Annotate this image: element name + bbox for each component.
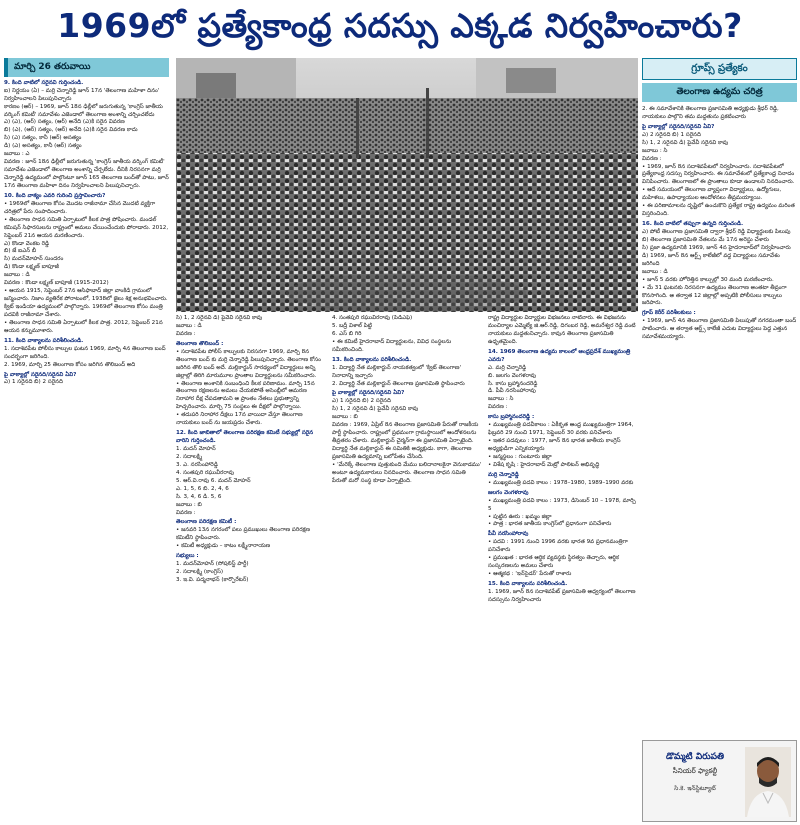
body-text: సి) 1, 2 సరైనవి డి) పైవేవీ సరైనవి కావు (332, 406, 419, 413)
body-text: • జనవరి 13న నగరంలో పలు ప్రముఖులు తెలంగాణ పరిరక్షణ కమిటీని స్థాపించారు. (176, 527, 311, 542)
question-text: 15. కింది వాక్యాలను పరిశీలించండి. (488, 581, 568, 587)
lower-article-columns (176, 315, 638, 825)
body-text: 4. సంతపురి రఘువీరరావు (పీడీఎఫ్) (332, 315, 413, 321)
author-photo (745, 747, 791, 817)
body-text: 2. సదాలక్ష్మి (176, 453, 203, 460)
body-text: 3. ఇ.వి. పద్మనాభన్ (కార్పొరేటర్) (176, 577, 249, 583)
question-text: పీవీ నరసింహారావు (488, 531, 529, 538)
body-text: 6. ఎస్ బి గిరి (332, 330, 362, 337)
author-avatar (745, 747, 791, 817)
body-text: ఎ) 2 సరైనది బి) 1 సరైనది (642, 131, 701, 138)
body-text: ఐ) నిర్ణయం (ఏ) – మర్రి చెన్నారెడ్డి జూన్ 17న 'తెలంగాణ మహిళా దినం' నిర్వహించాలని పిలుపునిచ్చారు (4, 87, 160, 102)
column-two-text (176, 315, 326, 585)
body-text: సి) ప్రజా ఉద్యమానికి 1969, జూన్ 4న హైదరాబాద్‌లో నిర్వహించారు (642, 244, 791, 251)
answer-text: జవాబు : డి (4, 272, 30, 279)
body-text: • సదాశివపేట పోలీస్ కాల్పులకు నిరసనగా 1969, మార్చి 8న తెలంగాణ బంద్ కు మర్రి చెన్నారెడ్డి పిలుపునిచ్చారు. తెలంగాణ కోసం జరిగిన తొలి బంద్ అదే. మల్లికార్జున్ సారథ్యంలో విద్యార్థులు అన్ని జిల్లాల్లో తిరిగి మారుమూల ప్రాంతాల విద్యార్థులను సమీకరించారు. (176, 348, 321, 379)
body-text: • కమిటీ అధ్యక్షుడు – కాటం లక్ష్మీనారాయణ (176, 543, 271, 550)
body-text: ఎ. మర్రి చెన్నారెడ్డి (488, 364, 527, 371)
body-text: 2. విద్యార్థి నేత మల్లికార్జున్ తెలంగాణ ప్రజాసమితి స్థాపించారు (332, 380, 465, 387)
body-text: బి) (ఎ), (ఆర్) సత్యం, (ఆర్) అనేది (ఎ)కి సరైన వివరణ కాదు (4, 127, 138, 134)
column-one (4, 58, 169, 825)
body-text: వివరణ : 1969, ఏప్రిల్ 8న తెలంగాణ ప్రజాసమితి పేరుతో రాజకీయ పార్టీ స్థాపించారు. రాష్ట్రంలో ప్రథమంగా గ్రామస్థాయిలో ఆందోళనలను తీవ్రతరం చేశారు. మల్లికార్జున్ చైర్మన్‌గా ఈ ప్రజాసమితి ఏర్పాటైంది. విద్యార్థి నేత మల్లికార్జున్ ఈ సమితికి అధ్యక్షుడు. కాగా, తెలంగాణ ప్రజాసమితి ఉద్యమాన్ని బలోపేతం చేసింది. (332, 422, 479, 460)
body-text: వివరణ : (176, 509, 196, 516)
body-text: • ఆదే సమయంలో తెలంగాణ వ్యాప్తంగా విద్యార్థులు, ఉద్యోగులు, మహిళలు, ఉపాధ్యాయుల ఆందోళనలు తీవ్రమయ్యాయి. (642, 187, 782, 202)
body-text: • ప్రముఖత : భారత ఆర్థిక వ్యవస్థకు స్థిరత్వం తెచ్చారు, ఆర్థిక సంస్కరణలను అమలు చేశారు (488, 555, 619, 570)
body-text: ఎ) కొండా వెంకట రెడ్డి (4, 240, 50, 247)
body-text: • విశేష కృషి : హైదరాబాద్ మెట్రో పాలిటన్ అభివృద్ధి (488, 461, 600, 468)
body-text: 1. 1969, జూన్ 8న సదాశివపేట్ ప్రజాసమితి ఆధ్వర్యంలో తెలంగాణ సదస్సును నిర్వహించారు (488, 588, 636, 603)
body-text: వివరణ : (176, 330, 196, 337)
question-text: 10. కింది వాక్యం ఎవరి గురించి ప్రస్తావించారు? (4, 192, 106, 199)
body-text: • 1969, జూన్ 8న సదాశివపేటలో నిర్వహించారు. సదాశివపేటలో ప్రత్యేకాంధ్ర సదస్సు నిర్వహించారు. ఈ సమావేశంలో ప్రత్యేకాంధ్ర నినాదం వినిపించారు. తెలంగాణలో ఈ ప్రాంతాలు కూడా ఉండాలని నినదించారు. (642, 163, 795, 186)
answer-text: జవాబు : డి (642, 268, 668, 275)
body-text: డి. పీవీ నరసింహారావు (488, 388, 536, 395)
body-text: సి) (ఎ) సత్యం, కానీ (ఆర్) అసత్యం (4, 135, 82, 142)
body-text: • తదుపరి నిరాహార దీక్షలు 17న వాయిదా వేస్తూ తెలంగాణ నాయకులు బంద్ ను జయప్రదం చేశారు. (176, 412, 303, 427)
body-text: • ఈ పరిణామాలను దృష్టిలో ఉంచుకొని ప్రత్యేక రాష్ట్ర ఉద్యమం మరింత విస్తరించింది. (642, 203, 795, 218)
body-text: సి. 3, 4, 6 డి. 5, 6 (176, 493, 222, 500)
body-text: • 1969, జూన్ 4న తెలంగాణ ప్రజాసమితి పిలుపుతో నగరమంతా బంద్ పాటించారు. ఆ తర్వాత ఆర్ట్స్ కాలేజీ ఎదుట విద్యార్థులు పెద్ద ఎత్తున సమావేశమయ్యారు. (642, 318, 797, 341)
continuation-date-label: మార్చి 26 తరువాయి (4, 58, 169, 77)
body-text: 1. మదన్‌మోహన్ (సోషలిస్ట్ పార్టీ) (176, 561, 249, 568)
body-text: 4. సంతపురి రఘువీరరావు (176, 469, 235, 476)
answer-text: జవాబు : బి (176, 501, 202, 508)
question-text: పై వాక్యాల్లో సరైనది/సరైనవి ఏవి? (332, 390, 405, 397)
body-text: • పాత్ర : భారత జాతీయ కాంగ్రెస్‌లో ప్రధానంగా పనిచేశారు (488, 521, 612, 528)
body-text: • మే 31 ఘటనకు నిరసనగా ఉద్యమం తెలంగాణ అంతటా తీవ్రంగా కొనసాగింది. ఆ తర్వాత 12 జిల్లాల్లో అప్పటికి పోలీసులు కాల్పులు జరిపారు. (642, 284, 787, 307)
question-text: పై వాక్యాల్లో సరైనది/సరైనవి ఏవి? (642, 123, 715, 130)
author-organization: సి.కె. ఇన్‌స్టిట్యూట్ (674, 785, 716, 792)
body-text: సి) 1, 2 సరైనవి డి) పైవేవీ సరైనవి కావు (176, 315, 263, 321)
column-three (332, 315, 482, 825)
body-text: 5. బద్రీ విశాల్ పిట్టి (332, 322, 372, 329)
page-headline: 1969లో ప్రత్యేకాంధ్ర సదస్సు ఎక్కడ నిర్వహించారు? (57, 6, 743, 45)
column-four-text (488, 315, 638, 605)
body-text: • పుట్టిన ఊరు : ఖమ్మం జిల్లా (488, 513, 552, 520)
answer-text: జవాబు : సి (488, 396, 514, 403)
body-text: సి. కాసు బ్రహ్మానందరెడ్డి (488, 380, 538, 387)
body-text: • తెలంగాణ సాధన సమితి ఏర్పాటులో కీలక పాత్ర. 2012, సెప్టెంబర్ 21న ఆయన కన్నుమూశారు. (4, 319, 163, 334)
body-text: • జూన్ 5 వరకు హోరెత్తిన కాల్పుల్లో 30 మంది మరణించారు. (642, 276, 774, 283)
question-text: 9. కింది వాటిలో సరైనవి గుర్తించండి. (4, 79, 84, 86)
question-text: మర్రి చెన్నారెడ్డి (488, 471, 519, 478)
question-text: తెలంగాణ పరిరక్షణ కమిటీ : (176, 519, 237, 526)
answer-text: జవాబు : ఎ (4, 151, 30, 158)
column-one-text (4, 80, 169, 388)
body-text: • తెలంగాణ సాధన సమితి ఏర్పాటులో కీలక పాత్ర పోషించారు. మండల్ కమిషన్ సిఫారసులను రాష్ట్రంలో అమలు చేయించేందుకు పోరాడారు. 2012, సెప్టెంబర్ 21న ఆయన మరణించారు. (4, 216, 169, 239)
body-text: సి) మదన్‌మోహన్ సుందరం (4, 256, 64, 263)
body-text: డి) కొండా లక్ష్మణ్ బాపూజీ (4, 264, 59, 271)
question-text: జలగం వెంగళరావు (488, 489, 529, 496)
movement-crowd-photo (176, 58, 638, 312)
body-text: 1. మదన్ మోహన్ (176, 446, 216, 452)
body-text: • పదవి : 1991 నుంచి 1996 వరకు భారత 9వ ప్రధానమంత్రిగా పనిచేశారు (488, 539, 628, 554)
body-text: • ఆత్మకథ : 'ఇన్‌సైడర్' పేరుతో రాశారు (488, 571, 572, 578)
body-text: • ముఖ్యమంత్రి పదవి కాలం : 1973, డిసెంబర్ 10 – 1978, మార్చి 5 (488, 497, 636, 512)
body-text: • ముఖ్యమంత్రి పదవీకాలం : ఏకీకృత ఆంధ్ర ముఖ్యమంత్రిగా 1964, ఫిబ్రవరి 29 నుంచి 1971, సెప్టెంబర్ 30 వరకు పనిచేశారు (488, 422, 634, 437)
body-text: • తెలంగాణ అంశానికి సంబంధించి కీలక పరిణామం. మార్చి 15న తెలంగాణ రక్షణలను అమలు చేయకపోతే అసెంబ్లీలో ఆమరణ నిరాహార దీక్ష చేపడతామని ఆ ప్రాంతం నేతలు ప్రభుత్వాన్ని హెచ్చరించారు. మార్చి 75 సంస్థలు ఈ దీక్షలో పాల్గొన్నాయి. (176, 380, 315, 411)
body-text: ఎ) పోటీ తెలంగాణ ప్రజాసమితి ద్వారా శ్రీధర్ రెడ్డి విధ్యార్థులకు పిలుపు (642, 229, 791, 236)
body-text: ఎ) (ఎ), (ఆర్) సత్యం, (ఆర్) అనేది (ఎ)కి సరైన వివరణ (4, 119, 125, 126)
section-subtitle: తెలంగాణ ఉద్యమ చరిత్ర (642, 83, 797, 102)
question-text: పై వాక్యాల్లో సరైనది/సరైనవి ఏవి? (4, 371, 77, 378)
body-text: బి. జలగం వెంగళరావు (488, 372, 537, 379)
question-text: 12. కింది జాబితాలో తెలంగాణ పరిరక్షణ కమిటీ సభ్యుల్లో సరైన వారిని గుర్తించండి. (176, 430, 313, 445)
body-text: 3. ఎ. నరసింహారెడ్డి (176, 461, 218, 468)
body-text: • ఇతర పదవులు : 1977, జూన్ 8న భారత జాతీయ కాంగ్రెస్ అధ్యక్షుడిగా ఎన్నికయ్యారు (488, 438, 621, 452)
question-text: 13. కింది వాక్యాలను పరిశీలించండి. (332, 356, 412, 363)
column-three-text (332, 315, 482, 486)
body-text: 1. విద్యార్థి నేత మల్లికార్జున్ నాయకత్వంలో 'క్విట్ తెలంగాణ' నినాదాన్ని ఇచ్చారు (332, 364, 461, 379)
body-text: • 'మేరెక్కే తెలంగాణ పుత్తుకుంది మేము బలిదానాలకైనా వెనుకాడము' అంటూ ఉద్యమకారులు నినదించారు. తెలంగాణ సాధన సమితి పేరుతో మరో సంస్థ కూడా ఏర్పాటైంది. (332, 461, 482, 484)
column-four (488, 315, 638, 825)
body-text: • ఆయన 1915, సెప్టెంబర్ 27న ఆసిఫాబాద్ జిల్లా వాంకిడి గ్రామంలో జన్మించారు. నిజాం వ్యతిరేక పోరాటంలో, 1938లో జైలు శిక్ష అనుభవించారు. క్విట్ ఇండియా ఉద్యమంలో పాల్గొన్నారు. 1969లో తెలంగాణ కోసం మంత్రి పదవికి రాజీనామా చేశారు. (4, 288, 168, 318)
body-text: 1. సదాశివపేట పోలీసు కాల్పుల ఘటన 1969, మార్చి 4న తెలంగాణ బంద్ సందర్భంగా జరిగింది. (4, 345, 166, 360)
column-two (176, 315, 326, 825)
body-text: ఎ) 1 సరైనది బి) 2 సరైనది (4, 379, 63, 386)
body-text: 2. ఈ సమావేశానికి తెలంగాణ ప్రజాసమితి అధ్యక్షుడు శ్రీధర్ రెడ్డి, నాయకులు పాల్గొని తమ మద్దతును ప్రకటించారు (642, 105, 779, 120)
question-text: 16. కింది వాటిలో తప్పుగా ఉన్నది గుర్తించండి. (642, 221, 744, 228)
answer-text: జవాబు : సి (642, 147, 668, 154)
body-text: డి) (ఎ) అసత్యం, కానీ (ఆర్) సత్యం (4, 143, 82, 150)
body-text: బి) జే ఐఎన్ బీ (4, 248, 37, 255)
right-column (642, 58, 797, 738)
author-card (642, 740, 797, 822)
body-text: వివరణ : (642, 155, 662, 162)
question-text: 11. కింది వాక్యాలను పరిశీలించండి. (4, 337, 84, 344)
answer-text: జవాబు : డి (176, 322, 202, 329)
body-text: ఎ) 1 సరైనది బి) 2 సరైనది (332, 398, 391, 405)
body-text: డి) 1969, జూన్ 8న ఆర్ట్స్ కాలేజీలో వద్ద విద్యార్థులు సమావేశం జరిగింది (642, 252, 780, 267)
right-column-text (642, 106, 797, 342)
body-text: ఎ. 1, 5, 6 బి. 2, 4, 6 (176, 485, 229, 492)
body-text: 2. సదాలక్ష్మి (కాంగ్రెస్) (176, 569, 224, 576)
body-text: 5. ఆర్.వి.రావు 6. మదన్ మోహన్ (176, 477, 251, 484)
body-text: వివరణ : (488, 404, 508, 411)
crowd-photo-image (176, 58, 638, 312)
question-text: కాసు బ్రహ్మానందరెడ్డి : (488, 414, 535, 421)
body-text: బి) తెలంగాణ ప్రజాసమితి నేతలను మే 17న అరెస్టు చేశారు (642, 236, 769, 243)
question-text: గ్రూప్ కెరీర్ పరిశీలకులు : (642, 310, 696, 317)
author-role: సీనియర్ ఫ్యాకల్టీ (672, 767, 718, 775)
body-text: వివరణ : కొండా లక్ష్మణ్ బాపూజీ (1915-2012) (4, 280, 109, 287)
author-name: డొమ్మటి విరుపతి (665, 752, 725, 762)
body-text: కారణం (ఆర్) – 1969, జూన్ 18న ఢిల్లీలో జరుగుతున్న 'కాంగ్రెస్ జాతీయ వర్కింగ్ కమిటీ' సమావేశం ఎజెండాలో తెలంగాణ అంశాన్ని చర్చించలేదు (4, 103, 163, 118)
question-text: తెలంగాణ తొలిబంద్ : (176, 340, 224, 347)
question-text: 14. 1969 తెలంగాణ ఉద్యమ కాలంలో ఆంధ్రప్రదేశ్ ముఖ్యమంత్రి ఎవరు? (488, 348, 631, 363)
body-text: • ముఖ్యమంత్రి పదవి కాలం : 1978–1980, 1989–1990 వరకు (488, 479, 634, 486)
answer-text: జవాబు : బి (332, 414, 358, 421)
groups-special-badge: గ్రూప్స్ ప్రత్యేకం (642, 58, 797, 80)
body-text: • జన్మస్థలం : గుంటూరు జిల్లా (488, 453, 552, 460)
body-text: వివరణ : జూన్ 18న ఢిల్లీలో జరుగుతున్న 'కాంగ్రెస్ జాతీయ వర్కింగ్ కమిటీ' సమావేశం ఎజెండాలో తెలంగాణ అంశాన్ని చేర్చలేదు. దీనికి నిరసనగా మర్రి చెన్నారెడ్డి ఉద్యమంలో పాల్గొంటూ జూన్ 165 తెలంగాణ బంద్‌తో పాటు, జూన్ 17న తెలంగాణ మహిళా దినం నిర్వహించాలని పిలుపునిచ్చారు. (4, 159, 169, 189)
body-text: సి) 1, 2 సరైనవి డి) పైవేవీ సరైనవి కావు (642, 139, 729, 146)
body-text: • 1969లో తెలంగాణ కోసం మొదట రాజీనామా చేసిన మొదటి వ్యక్తిగా చరిత్రలో పేరు సంపాదించారు. (4, 200, 156, 215)
body-text: రాష్ట్ర విద్యార్థుల విద్యార్థుల విభజనలు నాటినారు. ఈ విభజనను మంచిర్యాల ఎమ్మెల్యే జి.ఆర్.రెడ్డి, దిగంబర రెడ్డి, అమరేశ్వర రెడ్డి వంటి నాయకులు మద్దతునిచ్చారు. కావున తెలంగాణ ప్రజాసమితి ఉధృతమైంది. (488, 315, 636, 345)
body-text: • ఈ కమిటీ హైదరాబాద్ విద్యార్థులను, వివిధ సంస్థలను సమీకరించింది. (332, 338, 452, 353)
body-text: 2. 1969, మార్చి 25 తెలంగాణ కోసం జరిగిన తొలిబంద్ అది (4, 361, 136, 368)
question-text: సభ్యులు : (176, 553, 199, 560)
